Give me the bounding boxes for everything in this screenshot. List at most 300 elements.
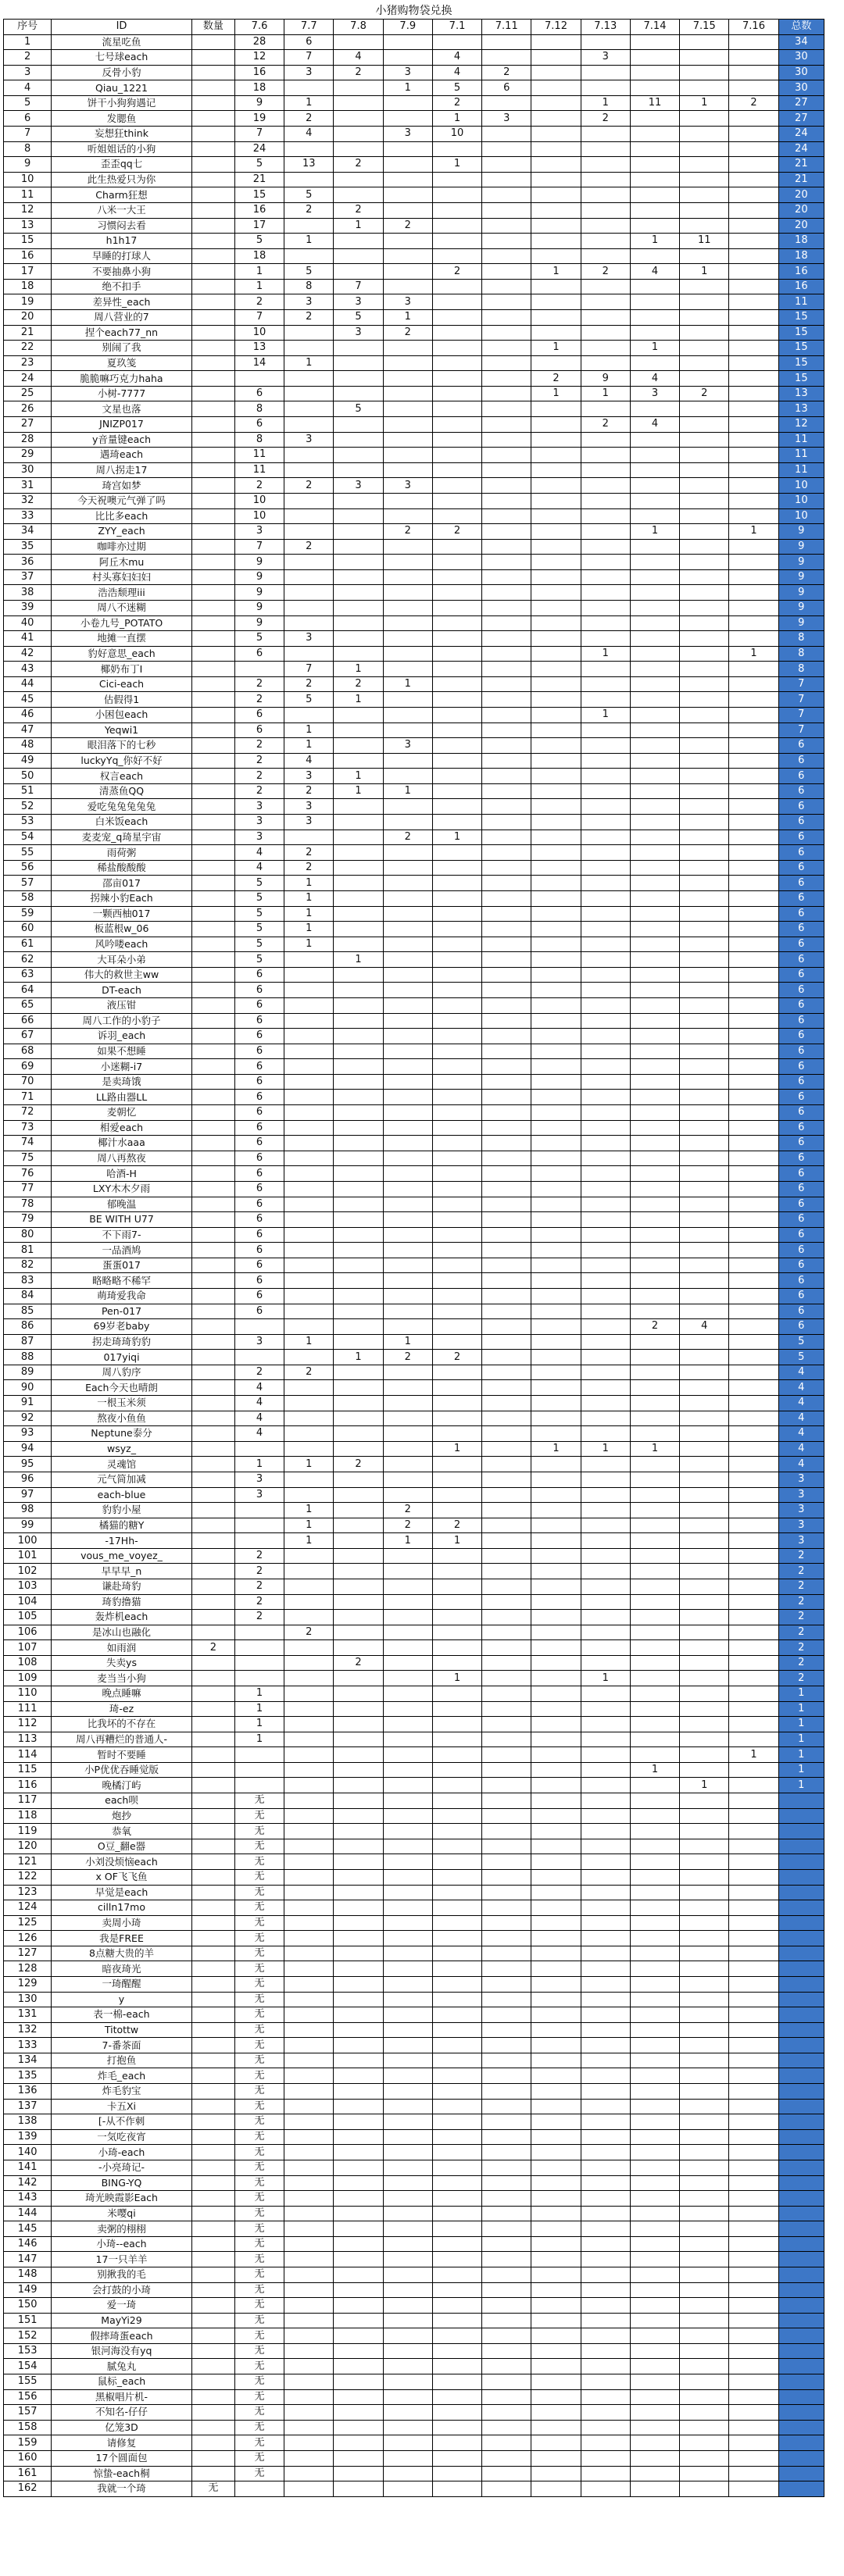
value-cell <box>729 769 778 784</box>
value-cell <box>680 157 729 173</box>
value-cell <box>432 2389 481 2405</box>
value-cell <box>581 937 630 952</box>
value-cell <box>284 1762 334 1778</box>
total-cell: 2 <box>778 1564 824 1579</box>
value-cell <box>482 2313 531 2328</box>
value-cell <box>191 585 234 601</box>
value-cell <box>482 432 531 448</box>
id-cell: 眼泪落下的七秒 <box>52 738 192 754</box>
row-number-cell: 135 <box>4 2068 52 2084</box>
value-cell <box>284 1824 334 1839</box>
value-cell <box>531 2068 581 2084</box>
value-cell <box>432 783 481 799</box>
id-cell: O豆_翻e器 <box>52 1839 192 1854</box>
value-cell <box>630 2099 679 2114</box>
value-cell <box>680 1946 729 1961</box>
id-cell: -小亮琦记- <box>52 2160 192 2175</box>
value-cell: 无 <box>234 2236 284 2252</box>
row-number-cell: 103 <box>4 1579 52 1594</box>
value-cell: 1 <box>630 341 679 356</box>
value-cell <box>234 1319 284 1335</box>
value-cell <box>581 2129 630 2145</box>
value-cell <box>334 539 383 555</box>
value-cell <box>729 1655 778 1671</box>
value-cell <box>284 1808 334 1824</box>
id-cell: 请修复 <box>52 2435 192 2451</box>
value-cell <box>630 1304 679 1319</box>
value-cell <box>581 294 630 310</box>
value-cell <box>383 1411 432 1426</box>
value-cell <box>334 1472 383 1487</box>
value-cell <box>581 80 630 96</box>
value-cell <box>334 2405 383 2421</box>
value-cell <box>630 890 679 906</box>
total-cell: 6 <box>778 922 824 937</box>
value-cell <box>383 2389 432 2405</box>
value-cell <box>630 1197 679 1212</box>
value-cell <box>383 2206 432 2221</box>
value-cell <box>432 1824 481 1839</box>
value-cell <box>334 1212 383 1228</box>
value-cell <box>680 676 729 692</box>
value-cell <box>630 722 679 738</box>
table-row <box>4 1059 824 1075</box>
value-cell <box>531 2236 581 2252</box>
id-cell: 早早早_n <box>52 1564 192 1579</box>
value-cell <box>680 1793 729 1809</box>
row-number-cell: 122 <box>4 1869 52 1885</box>
id-cell: 周八再糟烂的普通人- <box>52 1732 192 1747</box>
value-cell <box>383 1044 432 1059</box>
value-cell <box>334 569 383 585</box>
row-number-cell: 62 <box>4 952 52 968</box>
value-cell <box>680 600 729 615</box>
value-cell: 1 <box>284 1503 334 1518</box>
value-cell <box>729 1869 778 1885</box>
value-cell <box>581 1625 630 1640</box>
value-cell <box>482 539 531 555</box>
value-cell <box>432 1885 481 1900</box>
value-cell <box>680 646 729 662</box>
id-cell: -17Hh- <box>52 1533 192 1549</box>
value-cell <box>191 1059 234 1075</box>
value-cell <box>630 1808 679 1824</box>
value-cell <box>729 1074 778 1090</box>
table-row <box>4 1212 824 1228</box>
id-cell: 小P优优吞睡觉版 <box>52 1762 192 1778</box>
value-cell: 6 <box>234 1013 284 1029</box>
value-cell <box>383 1640 432 1656</box>
value-cell <box>334 1640 383 1656</box>
value-cell: 1 <box>334 952 383 968</box>
value-cell <box>630 2206 679 2221</box>
value-cell: 2 <box>383 1503 432 1518</box>
total-cell <box>778 2068 824 2084</box>
value-cell <box>680 1808 729 1824</box>
value-cell <box>482 2068 531 2084</box>
value-cell <box>432 922 481 937</box>
value-cell: 3 <box>284 65 334 80</box>
value-cell <box>729 1044 778 1059</box>
id-cell: 别闹了我 <box>52 341 192 356</box>
value-cell <box>531 462 581 478</box>
value-cell <box>334 1747 383 1763</box>
row-number-cell: 26 <box>4 401 52 417</box>
value-cell: 6 <box>234 1136 284 1151</box>
value-cell <box>680 1090 729 1105</box>
value-cell <box>581 2099 630 2114</box>
value-cell <box>729 1166 778 1182</box>
row-number-cell: 98 <box>4 1503 52 1518</box>
total-cell <box>778 2405 824 2421</box>
value-cell <box>630 508 679 524</box>
value-cell <box>334 615 383 631</box>
id-cell: 郁晚温 <box>52 1197 192 1212</box>
value-cell <box>432 1411 481 1426</box>
value-cell <box>284 600 334 615</box>
row-number-cell: 146 <box>4 2236 52 2252</box>
value-cell <box>729 325 778 341</box>
total-cell: 6 <box>778 738 824 754</box>
value-cell: 无 <box>234 2466 284 2481</box>
table-row <box>4 371 824 387</box>
value-cell: 7 <box>234 539 284 555</box>
value-cell <box>680 2328 729 2344</box>
value-cell <box>630 1640 679 1656</box>
value-cell <box>581 845 630 861</box>
value-cell: 无 <box>234 2252 284 2267</box>
value-cell <box>630 1151 679 1166</box>
value-cell <box>432 1151 481 1166</box>
value-cell <box>630 1380 679 1396</box>
row-number-cell: 50 <box>4 769 52 784</box>
value-cell <box>531 187 581 203</box>
total-cell: 12 <box>778 417 824 433</box>
value-cell <box>482 600 531 615</box>
id-cell: 晚橘汀屿 <box>52 1778 192 1793</box>
id-cell: LXY木木夕雨 <box>52 1181 192 1197</box>
value-cell <box>680 983 729 998</box>
value-cell: 10 <box>234 493 284 508</box>
value-cell <box>729 2252 778 2267</box>
table-row <box>4 1854 824 1870</box>
value-cell <box>432 708 481 723</box>
value-cell <box>581 615 630 631</box>
value-cell <box>432 325 481 341</box>
value-cell <box>581 1839 630 1854</box>
value-cell <box>729 1900 778 1916</box>
value-cell: 无 <box>234 2007 284 2023</box>
value-cell <box>383 279 432 294</box>
value-cell: 6 <box>234 1074 284 1090</box>
value-cell <box>284 1778 334 1793</box>
value-cell <box>680 1304 729 1319</box>
value-cell <box>191 876 234 891</box>
value-cell <box>383 1762 432 1778</box>
value-cell <box>531 478 581 494</box>
table-row <box>4 218 824 234</box>
value-cell <box>191 1946 234 1961</box>
row-number-cell: 44 <box>4 676 52 692</box>
value-cell <box>191 264 234 280</box>
value-cell <box>630 80 679 96</box>
value-cell <box>680 692 729 708</box>
value-cell: 无 <box>234 1946 284 1961</box>
table-row <box>4 1074 824 1090</box>
row-number-cell: 159 <box>4 2435 52 2451</box>
value-cell <box>680 1931 729 1946</box>
value-cell <box>432 1365 481 1380</box>
value-cell <box>581 2068 630 2084</box>
value-cell: 无 <box>234 1977 284 1993</box>
value-cell <box>334 2313 383 2328</box>
value-cell <box>383 341 432 356</box>
value-cell <box>680 1824 729 1839</box>
value-cell <box>680 1396 729 1411</box>
value-cell <box>729 1992 778 2007</box>
value-cell <box>284 1411 334 1426</box>
row-number-cell: 160 <box>4 2450 52 2466</box>
id-cell: 今天祝噢元气弹了吗 <box>52 493 192 508</box>
value-cell <box>680 1747 729 1763</box>
value-cell <box>630 172 679 187</box>
value-cell <box>482 1105 531 1121</box>
value-cell: 24 <box>234 141 284 157</box>
value-cell <box>680 1426 729 1442</box>
value-cell <box>334 585 383 601</box>
value-cell <box>482 2084 531 2100</box>
value-cell <box>581 448 630 463</box>
total-cell <box>778 1885 824 1900</box>
value-cell <box>680 1762 729 1778</box>
value-cell <box>680 1181 729 1197</box>
table-row <box>4 1411 824 1426</box>
table-row <box>4 631 824 647</box>
value-cell <box>531 631 581 647</box>
value-cell: 无 <box>234 2145 284 2160</box>
value-cell <box>191 386 234 401</box>
table-row <box>4 1105 824 1121</box>
value-cell <box>680 1120 729 1136</box>
value-cell: 2 <box>334 1457 383 1472</box>
value-cell <box>630 815 679 830</box>
table-row <box>4 1625 824 1640</box>
value-cell <box>191 1732 234 1747</box>
total-cell: 13 <box>778 401 824 417</box>
value-cell <box>482 631 531 647</box>
table-row <box>4 2374 824 2390</box>
table-row <box>4 876 824 891</box>
value-cell <box>630 187 679 203</box>
value-cell: 1 <box>284 1334 334 1350</box>
title-row <box>4 3 824 20</box>
value-cell: 6 <box>234 1288 284 1304</box>
value-cell: 10 <box>234 508 284 524</box>
row-number-cell: 64 <box>4 983 52 998</box>
value-cell: 无 <box>234 1992 284 2007</box>
value-cell <box>383 1273 432 1289</box>
value-cell <box>680 2191 729 2207</box>
value-cell <box>334 967 383 983</box>
table-row <box>4 2267 824 2282</box>
value-cell <box>680 2405 729 2421</box>
id-cell: 不知名-仔仔 <box>52 2405 192 2421</box>
value-cell <box>432 1793 481 1809</box>
value-cell <box>334 753 383 769</box>
value-cell <box>630 1747 679 1763</box>
value-cell <box>680 1350 729 1365</box>
value-cell <box>482 1915 531 1931</box>
total-cell: 10 <box>778 478 824 494</box>
table-row <box>4 2022 824 2038</box>
value-cell <box>284 1059 334 1075</box>
value-cell <box>383 2481 432 2497</box>
total-cell <box>778 1808 824 1824</box>
row-number-cell: 100 <box>4 1533 52 1549</box>
total-cell: 6 <box>778 952 824 968</box>
value-cell <box>432 2282 481 2298</box>
value-cell <box>191 248 234 264</box>
value-cell: 无 <box>234 2435 284 2451</box>
row-number-cell: 140 <box>4 2145 52 2160</box>
value-cell <box>383 202 432 218</box>
value-cell <box>729 1946 778 1961</box>
value-cell <box>581 1151 630 1166</box>
value-cell <box>334 1946 383 1961</box>
total-cell: 16 <box>778 264 824 280</box>
value-cell <box>581 906 630 922</box>
value-cell <box>284 1717 334 1732</box>
table-row <box>4 998 824 1014</box>
value-cell <box>432 294 481 310</box>
value-cell: 4 <box>234 1411 284 1426</box>
table-row <box>4 2038 824 2053</box>
total-cell: 6 <box>778 830 824 845</box>
value-cell <box>630 967 679 983</box>
value-cell <box>191 341 234 356</box>
value-cell: 7 <box>334 279 383 294</box>
table-row <box>4 2435 824 2451</box>
value-cell <box>482 860 531 876</box>
column-header: 7.9 <box>383 20 432 35</box>
value-cell <box>630 2084 679 2100</box>
value-cell <box>482 2007 531 2023</box>
value-cell: 2 <box>284 478 334 494</box>
value-cell <box>284 493 334 508</box>
value-cell <box>680 462 729 478</box>
value-cell <box>531 1808 581 1824</box>
value-cell <box>284 1350 334 1365</box>
value-cell <box>680 722 729 738</box>
value-cell <box>383 2466 432 2481</box>
value-cell <box>191 2129 234 2145</box>
id-cell: 银河海没有yq <box>52 2343 192 2359</box>
row-number-cell: 119 <box>4 1824 52 1839</box>
value-cell <box>334 264 383 280</box>
value-cell <box>581 1365 630 1380</box>
value-cell <box>482 1778 531 1793</box>
id-cell: 米嘤qi <box>52 2206 192 2221</box>
value-cell <box>581 998 630 1014</box>
value-cell <box>191 187 234 203</box>
value-cell <box>482 1120 531 1136</box>
value-cell <box>334 1869 383 1885</box>
value-cell <box>729 341 778 356</box>
value-cell <box>680 508 729 524</box>
value-cell <box>334 1518 383 1533</box>
value-cell: 1 <box>234 264 284 280</box>
total-cell <box>778 2160 824 2175</box>
total-cell <box>778 2313 824 2328</box>
value-cell <box>284 2328 334 2344</box>
value-cell <box>191 493 234 508</box>
value-cell: 1 <box>284 1457 334 1472</box>
value-cell <box>191 294 234 310</box>
value-cell <box>729 555 778 570</box>
value-cell: 1 <box>630 1441 679 1457</box>
total-cell: 8 <box>778 662 824 677</box>
value-cell <box>432 1304 481 1319</box>
value-cell: 2 <box>729 95 778 111</box>
row-number-cell: 38 <box>4 585 52 601</box>
table-row <box>4 80 824 96</box>
value-cell <box>531 2038 581 2053</box>
value-cell <box>432 1717 481 1732</box>
row-number-cell: 36 <box>4 555 52 570</box>
value-cell <box>581 202 630 218</box>
value-cell <box>191 218 234 234</box>
value-cell <box>680 1594 729 1610</box>
value-cell <box>334 2145 383 2160</box>
value-cell <box>432 386 481 401</box>
value-cell <box>482 1992 531 2007</box>
value-cell: 3 <box>383 738 432 754</box>
value-cell <box>482 1946 531 1961</box>
total-cell <box>778 1854 824 1870</box>
value-cell <box>581 1961 630 1977</box>
value-cell <box>191 860 234 876</box>
value-cell <box>234 1762 284 1778</box>
value-cell <box>234 1778 284 1793</box>
value-cell <box>284 2221 334 2237</box>
id-cell: y音量键each <box>52 432 192 448</box>
value-cell: 6 <box>234 708 284 723</box>
value-cell <box>531 1334 581 1350</box>
value-cell <box>729 1671 778 1686</box>
value-cell <box>383 600 432 615</box>
value-cell <box>630 1136 679 1151</box>
table-row <box>4 738 824 754</box>
value-cell <box>581 799 630 815</box>
value-cell <box>729 539 778 555</box>
value-cell <box>334 890 383 906</box>
id-cell: 不下雨7- <box>52 1227 192 1243</box>
value-cell <box>191 1105 234 1121</box>
value-cell: 无 <box>234 1915 284 1931</box>
value-cell: 1 <box>680 264 729 280</box>
value-cell: 5 <box>334 401 383 417</box>
row-number-cell: 132 <box>4 2022 52 2038</box>
table-row <box>4 555 824 570</box>
value-cell: 3 <box>234 1487 284 1503</box>
row-number-cell: 33 <box>4 508 52 524</box>
value-cell <box>581 967 630 983</box>
total-cell: 6 <box>778 937 824 952</box>
value-cell <box>581 1564 630 1579</box>
value-cell <box>630 2298 679 2314</box>
value-cell <box>191 769 234 784</box>
value-cell <box>334 2466 383 2481</box>
